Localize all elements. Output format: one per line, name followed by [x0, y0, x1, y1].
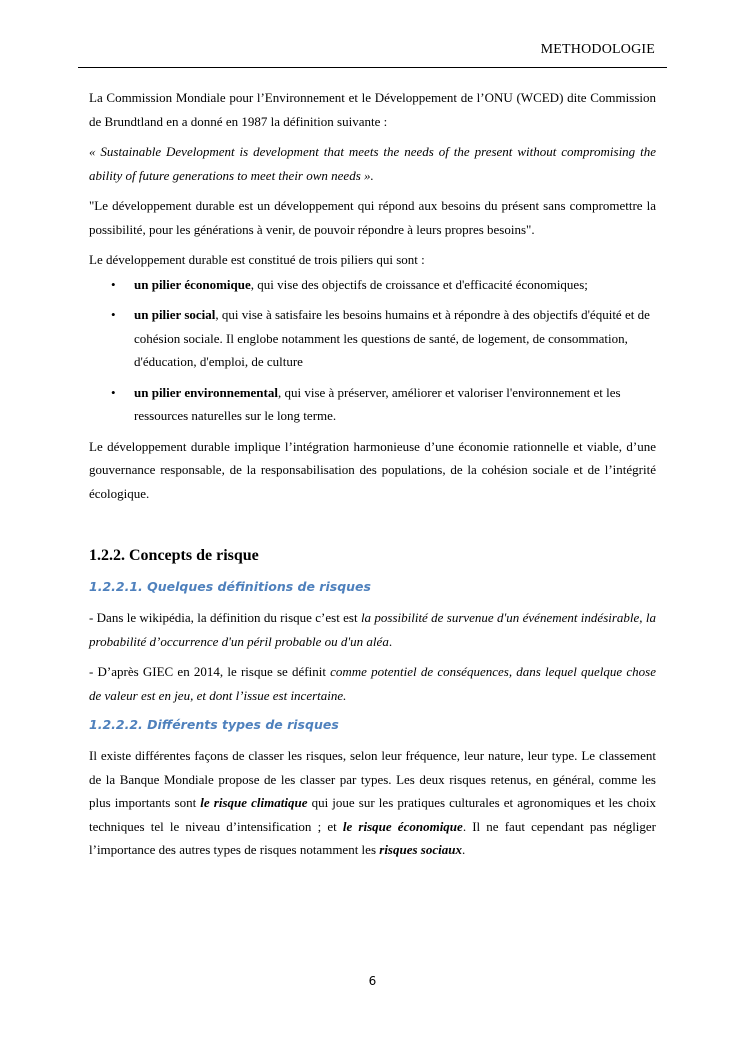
intro-paragraph: La Commission Mondiale pour l’Environnement et le Développement de l’ONU (WCED) dite Commission de Brundtland en a donné en 1987 la définition suivante :	[89, 90, 656, 129]
conclusion-paragraph: Le développement durable implique l’intégration harmonieuse d’une économie rationnelle et viable, d’une gouvernance responsable, de la responsabilisation des populations, de la cohésion sociale et de l’intégrité écologique.	[89, 438, 656, 501]
pillar-description: , qui vise à satisfaire les besoins humains et à répondre à des objectifs d'équité et de cohésion sociale. Il englobe notamment les questions de santé, de logement, de consommation, d'éducation, d'emploi, de culture	[134, 307, 650, 369]
definition-prefix: - D’après GIEC en 2014, le risque se définit	[89, 664, 331, 679]
subsection-heading-definitions: 1.2.2.1. Quelques définitions de risques	[89, 579, 371, 594]
page-body	[89, 86, 656, 869]
english-quote	[89, 140, 656, 187]
pillar-term: un pilier environnemental	[134, 384, 278, 400]
pillar-description: , qui vise à préserver, améliorer et valoriser l'environnement et les ressources naturelles sur le long terme.	[134, 384, 621, 423]
risk-types-paragraph	[89, 744, 656, 862]
definition-suffix: .	[388, 633, 393, 649]
page-header-title: METHODOLOGIE	[540, 42, 655, 57]
definition-wikipedia	[89, 606, 656, 653]
term-economic-risk: le risque économique	[342, 818, 463, 834]
definition-giec	[89, 660, 656, 707]
list-item	[89, 273, 656, 297]
bullet-glyph: •	[111, 384, 116, 400]
definition-prefix: - Dans le wikipédia, la définition du risque c’est est	[89, 610, 361, 625]
pillar-term: un pilier économique	[134, 276, 251, 292]
paragraph-text: Il existe différentes façons de classer les risques, selon leur fréquence, leur nature, leur type. Le classement de la Banque Mondiale propose de les classer par types. Les deux risques retenus, en général, comme les plus importants sont	[89, 748, 656, 810]
term-climate-risk: le risque climatique	[200, 795, 308, 810]
section-heading: 1.2.2. Concepts de risque	[89, 547, 259, 564]
bullet-glyph: •	[111, 276, 116, 292]
definition-italic: la possibilité de survenue d'un événement indésirable, la probabilité d’occurrence d'un péril probable ou d'un aléa	[89, 610, 656, 649]
list-item	[89, 303, 656, 374]
bullet-glyph: •	[111, 307, 116, 322]
header-divider	[78, 67, 667, 68]
term-social-risks: risques sociaux	[379, 842, 462, 857]
paragraph-text: . Il ne faut cependant pas négliger l’importance des autres types de risques notamment les	[89, 818, 657, 857]
definition-italic: comme potentiel de conséquences, dans lequel quelque chose de valeur est en jeu, et dont l’issue est incertaine.	[89, 664, 656, 703]
pillars-list	[89, 273, 656, 428]
french-quote: "Le développement durable est un développement qui répond aux besoins du présent sans compromettre la possibilité, pour les générations à venir, de pouvoir répondre à leurs propres besoins".	[89, 198, 656, 237]
pillar-description: , qui vise des objectifs de croissance et d'efficacité économiques;	[250, 276, 588, 292]
paragraph-text: qui joue sur les pratiques culturales et agronomiques et les choix techniques tel le niveau d’intensification ; et	[89, 795, 656, 834]
english-quote-text: « Sustainable Development is development that meets the needs of the present without compromising the ability of future generations to meet their own needs ».	[89, 144, 656, 183]
pillar-term: un pilier social	[134, 307, 216, 322]
page-number: 6	[368, 974, 377, 988]
paragraph-text: .	[461, 842, 466, 857]
pillars-intro: Le développement durable est constitué de trois piliers qui sont :	[89, 252, 425, 267]
list-item	[89, 381, 656, 428]
subsection-heading-types: 1.2.2.2. Différents types de risques	[89, 717, 339, 732]
